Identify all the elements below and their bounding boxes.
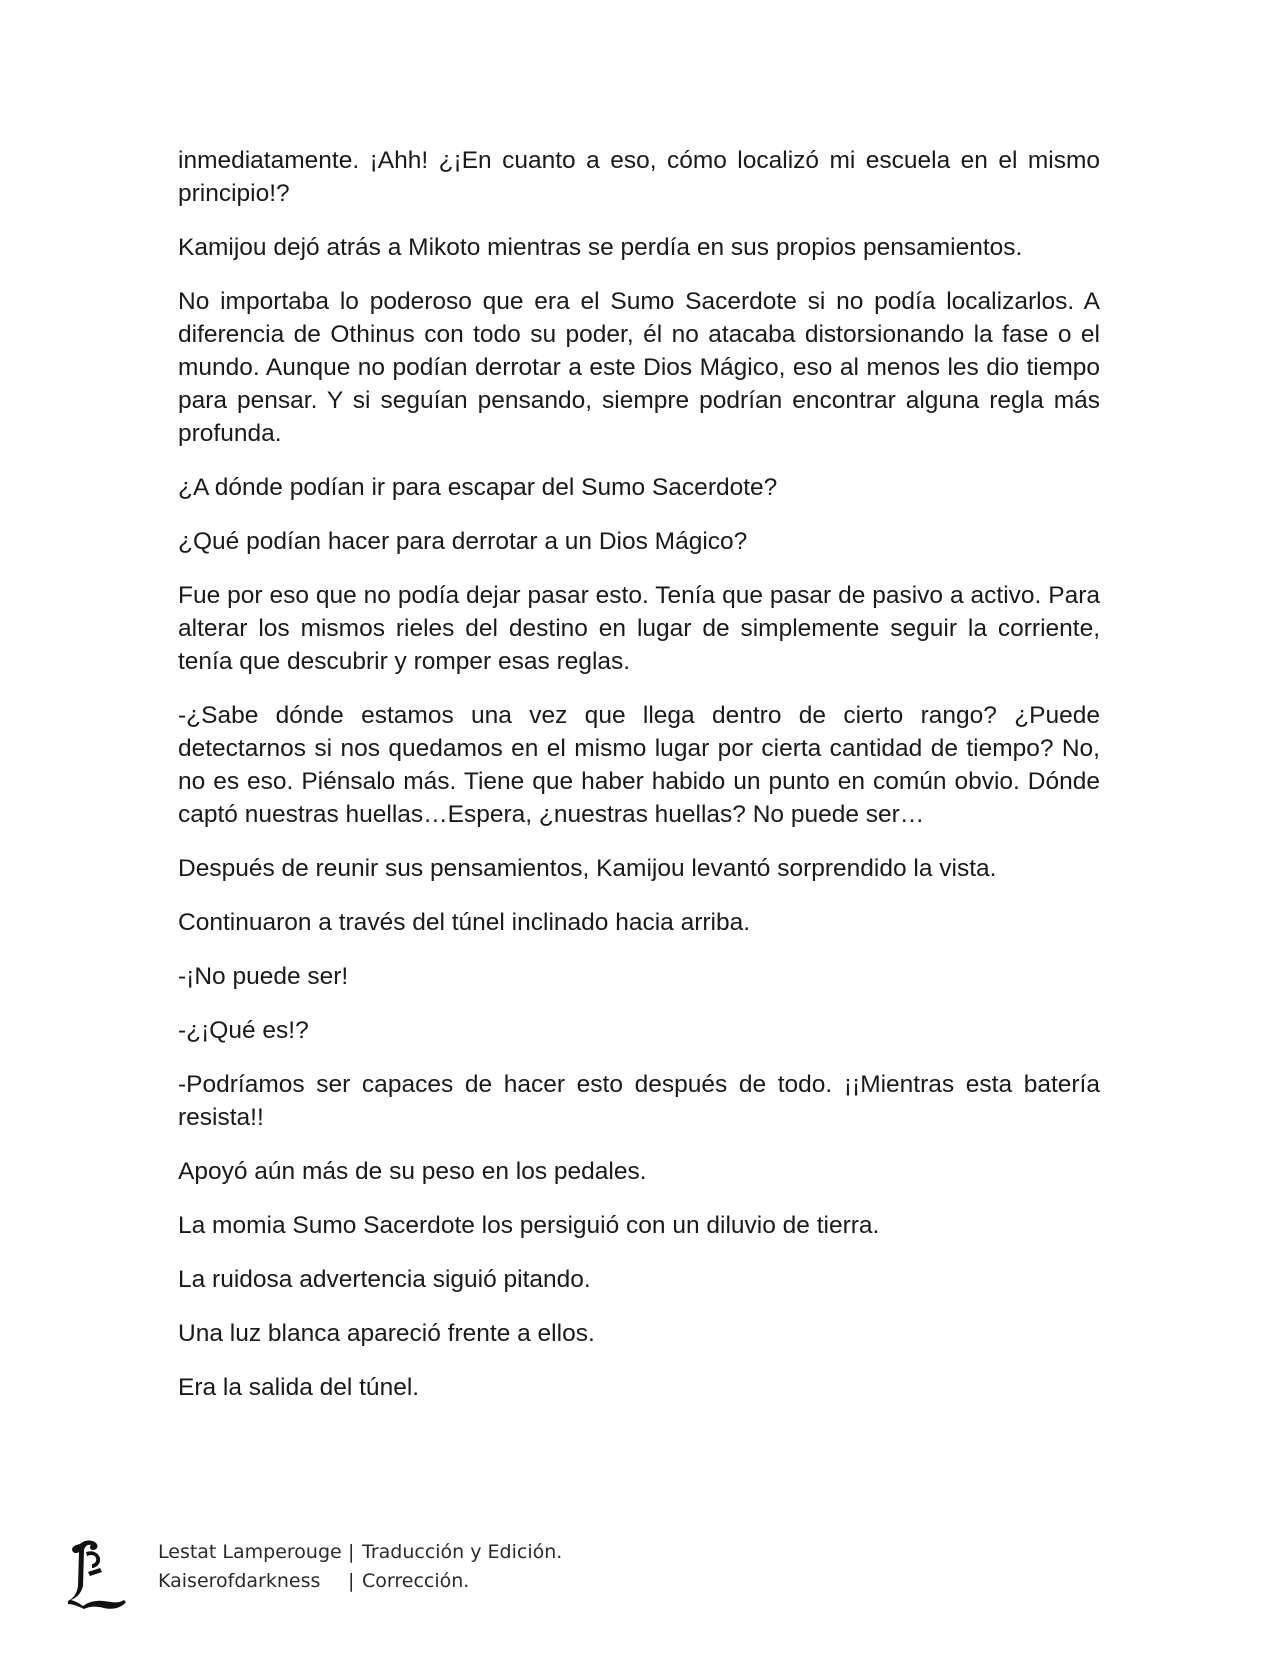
paragraph: ¿A dónde podían ir para escapar del Sumo Sacerdote? — [178, 474, 778, 501]
credit-role: Corrección. — [362, 1570, 470, 1592]
paragraph: No importaba lo poderoso que era el Sumo Sacerdote si no podía localizarlos. A diferencia de Othinus con todo su poder, él no atacaba distorsionando la fase o el mundo. Aunque no podían derrotar a este Dios Mágico, eso al menos les dio tiempo para pensar. Y si seguían pensando, siempre podrían encontrar alguna regla más profunda. — [178, 288, 1100, 447]
paragraph: Era la salida del túnel. — [178, 1374, 420, 1401]
paragraph: La ruidosa advertencia siguió pitando. — [178, 1266, 591, 1293]
paragraph: inmediatamente. ¡Ahh! ¿¡En cuanto a eso, cómo localizó mi escuela en el mismo principio!? — [178, 147, 1100, 207]
credit-row — [158, 1567, 562, 1596]
paragraph: ¿Qué podían hacer para derrotar a un Dios Mágico? — [178, 528, 748, 555]
paragraph: -Podríamos ser capaces de hacer esto después de todo. ¡¡Mientras esta batería resista!! — [178, 1071, 1100, 1131]
page-footer — [66, 1538, 666, 1618]
paragraph: Apoyó aún más de su peso en los pedales. — [178, 1158, 647, 1185]
paragraph: -¡No puede ser! — [178, 963, 349, 990]
credit-separator: | — [348, 1541, 355, 1563]
paragraph: -¿¡Qué es!? — [178, 1017, 309, 1044]
credit-separator: | — [348, 1570, 355, 1592]
credit-name: Kaiserofdarkness — [158, 1570, 321, 1592]
paragraph: -¿Sabe dónde estamos una vez que llega dentro de cierto rango? ¿Puede detectarnos si nos quedamos en el mismo lugar por cierta cantidad de tiempo? No, no es eso. Piénsalo más. Tiene que haber habido un punto en común obvio. Dónde captó nuestras huellas…Espera, ¿nuestras huellas? No puede ser… — [178, 702, 1100, 828]
paragraph: La momia Sumo Sacerdote los persiguió con un diluvio de tierra. — [178, 1212, 880, 1239]
paragraph: Fue por eso que no podía dejar pasar esto. Tenía que pasar de pasivo a activo. Para alterar los mismos rieles del destino en lugar de simplemente seguir la corriente, tenía que descubrir y romper esas reglas. — [178, 582, 1100, 675]
paragraph: Después de reunir sus pensamientos, Kamijou levantó sorprendido la vista. — [178, 855, 997, 882]
document-body — [178, 144, 1100, 1425]
gothic-l-logo-icon — [66, 1538, 128, 1610]
credits-block — [158, 1538, 562, 1596]
credit-row — [158, 1538, 562, 1567]
credit-name: Lestat Lamperouge — [158, 1541, 342, 1563]
paragraph: Kamijou dejó atrás a Mikoto mientras se perdía en sus propios pensamientos. — [178, 234, 1023, 261]
paragraph: Una luz blanca apareció frente a ellos. — [178, 1320, 595, 1347]
paragraph: Continuaron a través del túnel inclinado hacia arriba. — [178, 909, 751, 936]
credit-role: Traducción y Edición. — [362, 1541, 563, 1563]
